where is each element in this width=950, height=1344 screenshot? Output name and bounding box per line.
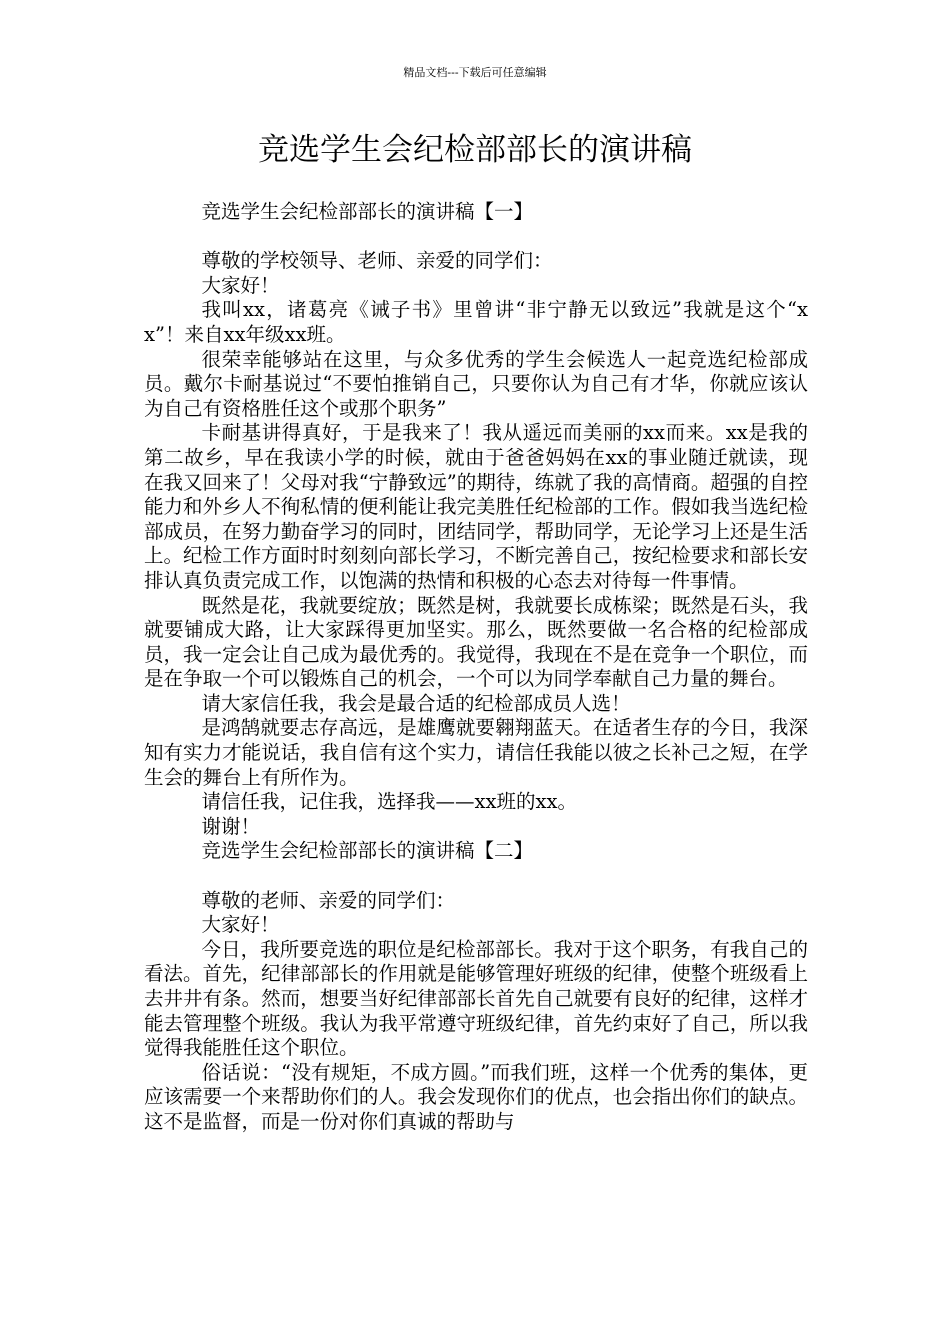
greeting: 大家好！ bbox=[201, 273, 280, 297]
document-title: 竞选学生会纪检部部长的演讲稿 bbox=[258, 132, 692, 168]
section-heading: 竞选学生会纪检部部长的演讲稿【二】 bbox=[201, 839, 534, 863]
greeting: 大家好！ bbox=[201, 913, 280, 937]
salutation: 尊敬的老师、亲爱的同学们： bbox=[201, 888, 456, 912]
paragraph: 是鸿鹄就要志存高远，是雄鹰就要翱翔蓝天。在适者生存的今日，我深知有实力才能说话，我自信有这个实力，请信任我能以彼之长补己之短，在学生会的舞台上有所作为。 bbox=[144, 716, 808, 789]
paragraph: 俗话说：“没有规矩，不成方圆。”而我们班，这样一个优秀的集体，更应该需要一个来帮助你们的人。我会发现你们的优点，也会指出你们的缺点。这不是监督，而是一份对你们真诚的帮助与 bbox=[144, 1060, 808, 1133]
section-heading: 竞选学生会纪检部部长的演讲稿【一】 bbox=[201, 200, 534, 223]
document-body bbox=[144, 200, 808, 1135]
paragraph: 今日，我所要竞选的职位是纪检部部长。我对于这个职务，有我自己的看法。首先，纪律部部长的作用就是能够管理好班级的纪律，使整个班级看上去井井有条。然而，想要当好纪律部部长首先自己就要有良好的纪律，这样才能去管理整个班级。我认为我平常遵守班级纪律，首先约束好了自己，所以我觉得我能胜任这个职位。 bbox=[144, 937, 808, 1060]
paragraph: 我叫xx，诸葛亮《诫子书》里曾讲“非宁静无以致远”我就是这个“xx”！来自xx年级xx班。 bbox=[144, 298, 808, 346]
salutation: 尊敬的学校领导、老师、亲爱的同学们： bbox=[201, 249, 553, 273]
paragraph: 既然是花，我就要绽放；既然是树，我就要长成栋梁；既然是石头，我就要铺成大路，让大家踩得更加坚实。那么，既然要做一名合格的纪检部成员，我一定会让自己成为最优秀的。我觉得，我现在不是在竞争一个职位，而是在争取一个可以锻炼自己的机会，一个可以为同学奉献自己力量的舞台。 bbox=[144, 593, 808, 691]
paragraph: 请信任我，记住我，选择我——xx班的xx。 bbox=[201, 790, 578, 814]
paragraph: 请大家信任我，我会是最合适的纪检部成员人选！ bbox=[201, 691, 631, 715]
paragraph: 很荣幸能够站在这里，与众多优秀的学生会候选人一起竞选纪检部成员。戴尔卡耐基说过“不要怕推销自己，只要你认为自己有才华，你就应该认为自己有资格胜任这个或那个职务” bbox=[144, 347, 808, 420]
closing: 谢谢！ bbox=[201, 814, 261, 838]
paragraph: 卡耐基讲得真好，于是我来了！我从遥远而美丽的xx而来。xx是我的第二故乡，早在我读小学的时候，就由于爸爸妈妈在xx的事业随迁就读，现在我又回来了！父母对我“宁静致远”的期待，练就了我的高情商。超强的自控能力和外乡人不徇私情的便利能让我完美胜任纪检部的工作。假如我当选纪检部成员，在努力勤奋学习的同时，团结同学，帮助同学，无论学习上还是生活上。纪检工作方面时时刻刻向部长学习，不断完善自己，按纪检要求和部长安排认真负责完成工作，以饱满的热情和积极的心态去对待每一件事情。 bbox=[144, 421, 808, 592]
header-note: 精品文档---下载后可任意编辑 bbox=[403, 66, 547, 79]
